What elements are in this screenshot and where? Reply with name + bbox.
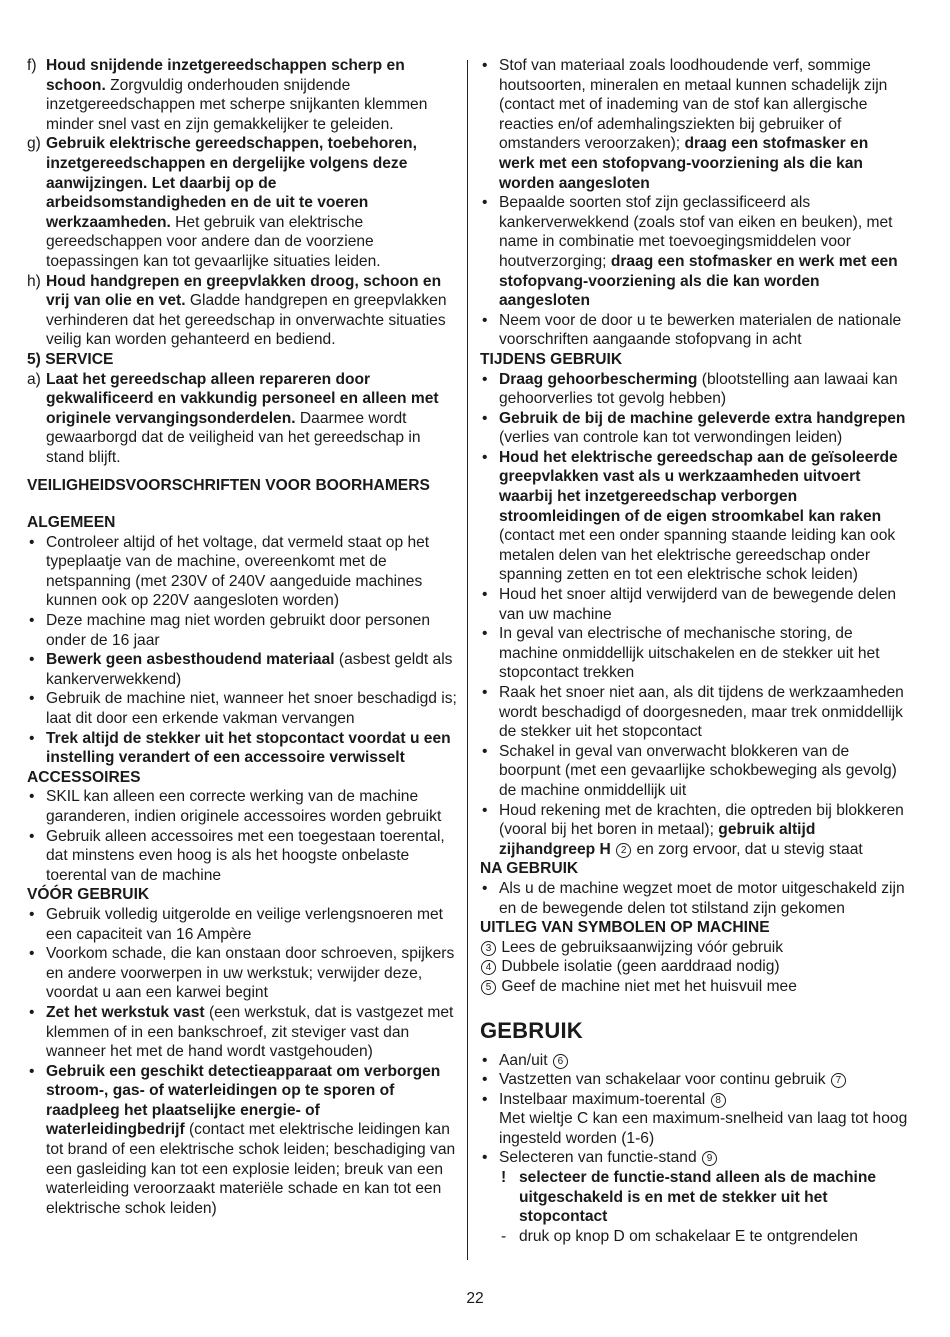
circled-number-8: 8 xyxy=(711,1093,726,1108)
left-column xyxy=(27,56,457,1218)
list-item: • In geval van electrische of mechanische storing, de machine onmiddellijk uitschakelen en de stekker uit het stopcontact trekken xyxy=(482,625,880,682)
circled-number-9: 9 xyxy=(702,1151,717,1166)
warning-note: ! selecteer de functie-stand alleen als de machine uitgeschakeld is en met de stekker uit het stopcontact xyxy=(501,1169,877,1226)
circled-number-6: 6 xyxy=(553,1054,568,1069)
list-item: • Deze machine mag niet worden gebruikt door personen onder de 16 jaar xyxy=(29,612,431,649)
list-item: • Bepaalde soorten stof zijn geclassificeerd als kankerverwekkend (zoals stof van eiken en beuken), met name in combinatie met toevoegingsmiddelen voor houtverzorging; draag een stofmasker en werk met een stofopvang-voorziening als die kan worden aangesloten xyxy=(482,194,898,310)
circled-number-5: 5 xyxy=(481,980,496,995)
list-item: • Bewerk geen asbesthoudend materiaal (asbest geldt als kankerverwekkend) xyxy=(29,651,453,688)
list-item: • Draag gehoorbescherming (blootstelling aan lawaai kan gehoorverlies tot gevolg hebben) xyxy=(482,370,898,408)
item-h: h) Houd handgrepen en greepvlakken droog, schoon en vrij van olie en vet. Gladde handgrepen en greepvlakken verhinderen dat het gereedschap in onverwachte situaties veilig kan worden gehanteerd en bediend. xyxy=(27,272,447,349)
right-column xyxy=(480,56,908,1246)
dash-item: - druk op knop D om schakelaar E te ontgrendelen xyxy=(501,1227,858,1245)
list-item: • Houd het snoer altijd verwijderd van de bewegende delen van uw machine xyxy=(482,586,897,623)
list-item: • Controleer altijd of het voltage, dat vermeld staat op het typeplaatje van de machine, overeenkomt met de netspanning (met 230V of 240V aangeduide machines kunnen ook op 220V aangesloten worden) xyxy=(29,533,430,610)
list-item: • Schakel in geval van onverwacht blokkeren van de boorpunt (met een gevaarlijke schokbeweging als gevolg) de machine onmiddellijk uit xyxy=(482,742,897,799)
service-heading: 5) SERVICE xyxy=(27,350,114,368)
algemeen-heading: ALGEMEEN xyxy=(27,514,116,532)
item-f: f) Houd snijdende inzetgereedschappen scherp en schoon. Zorgvuldig onderhouden snijdende inzetgereedschappen met scherpe snijkanten klemmen minder snel vast en zijn gemakkelijker te geleiden. xyxy=(27,57,428,133)
list-item: • SKIL kan alleen een correcte werking van de machine garanderen, indien originele accessoires worden gebruikt xyxy=(29,788,442,825)
list-item: • Gebruik de machine niet, wanneer het snoer beschadigd is; laat dit door een erkende vakman vervangen xyxy=(29,690,457,727)
page-number: 22 xyxy=(466,1290,484,1307)
safety-heading: VEILIGHEIDSVOORSCHRIFTEN VOOR BOORHAMERS xyxy=(27,477,430,495)
list-item: • Gebruik de bij de machine geleverde extra handgrepen (verlies van controle kan tot verwondingen leiden) xyxy=(482,409,906,447)
list-item: • Neem voor de door u te bewerken materialen de nationale voorschriften aangaande stofopvang in acht xyxy=(482,311,902,349)
gebruik-title: GEBRUIK xyxy=(480,1017,583,1043)
list-item: • Gebruik volledig uitgerolde en veilige verlengsnoeren met een capaciteit van 16 Ampère xyxy=(29,905,444,943)
column-divider xyxy=(467,60,468,1260)
list-item: • Vastzetten van schakelaar voor continu gebruik 7 xyxy=(480,1070,908,1090)
uitleg-symbolen-heading: UITLEG VAN SYMBOLEN OP MACHINE xyxy=(480,919,770,937)
exclamation-icon: ! xyxy=(501,1169,507,1187)
accessoires-heading: ACCESSOIRES xyxy=(27,768,141,786)
item-a: a) Laat het gereedschap alleen repareren door gekwalificeerd en vakkundig personeel en alleen met originele vervangingsonderdelen. Daarmee wordt gewaarborgd dat de veiligheid van het gereedschap in stand blijft. xyxy=(27,370,439,466)
circled-number-3: 3 xyxy=(481,941,496,956)
item-g: g) Gebruik elektrische gereedschappen, toebehoren, inzetgereedschappen en dergelijke volgens deze aanwijzingen. Let daarbij op de arbeidsomstandigheden en de uit te voeren werkzaamheden. Het gebruik van elektrische gereedschappen voor andere dan de voorziene toepassingen kan tot gevaarlijke situaties leiden. xyxy=(27,135,417,270)
symbol-item: 4 Dubbele isolatie (geen aarddraad nodig) xyxy=(480,957,908,977)
list-item: • Zet het werkstuk vast (een werkstuk, dat is vastgezet met klemmen of in een bankschroef, zit steviger vast dan wanneer het met de hand wordt vastgehouden) xyxy=(29,1003,454,1061)
list-item: • Stof van materiaal zoals loodhoudende verf, sommige houtsoorten, mineralen en metaal kunnen schadelijk zijn (contact met of inademing van de stof kan allergische reacties en/of ademhalingsziekten bij gebruiker of omstanders veroorzaken); draag een stofmasker en werk met een stofopvang-voorziening als die kan worden aangesloten xyxy=(482,57,888,192)
circled-number-2: 2 xyxy=(616,843,631,858)
list-item: • Gebruik alleen accessoires met een toegestaan toerental, dat minstens even hoog is als het hoogste onbelaste toerental van de machine xyxy=(29,827,445,884)
list-item-detail: Met wieltje C kan een maximum-snelheid van laag tot hoog ingesteld worden (1-6) xyxy=(499,1110,908,1147)
tijdens-gebruik-heading: TIJDENS GEBRUIK xyxy=(480,350,623,368)
symbol-item: 5 Geef de machine niet met het huisvuil mee xyxy=(480,977,908,997)
list-item: • Gebruik een geschikt detectieapparaat om verborgen stroom-, gas- of waterleidingen op te sporen of raadpleeg het plaatselijke energie- of waterleidingbedrijf (contact met elektrische leidingen kan tot brand of een elektrische schok leiden; beschadiging van een gasleiding kan tot een explosie leiden; breuk van een waterleiding veroorzaakt materiële schade en kan tot een elektrische schok leiden) xyxy=(29,1062,456,1217)
list-item: • Als u de machine wegzet moet de motor uitgeschakeld zijn en de bewegende delen tot stilstand zijn gekomen xyxy=(482,879,905,917)
list-item: • Trek altijd de stekker uit het stopcontact voordat u een instelling verandert of een accessoire verwisselt xyxy=(29,729,451,767)
symbol-item: 3 Lees de gebruiksaanwijzing vóór gebruik xyxy=(480,938,908,958)
list-item: • Houd rekening met de krachten, die optreden bij blokkeren (vooral bij het boren in metaal); gebruik altijd zijhandgreep H 2 en zorg ervoor, dat u stevig staat xyxy=(482,801,904,858)
circled-number-7: 7 xyxy=(831,1073,846,1088)
na-gebruik-heading: NA GEBRUIK xyxy=(480,860,579,878)
circled-number-4: 4 xyxy=(481,960,496,975)
voor-gebruik-heading: VÓÓR GEBRUIK xyxy=(27,886,150,904)
list-item: • Raak het snoer niet aan, als dit tijdens de werkzaamheden wordt beschadigd of doorgesneden, maar trek onmiddellijk de stekker uit het stopcontact xyxy=(482,684,904,741)
list-item: • Instelbaar maximum-toerental 8 xyxy=(480,1090,908,1110)
list-item: • Selecteren van functie-stand 9 xyxy=(480,1148,908,1168)
list-item: • Aan/uit 6 xyxy=(480,1051,908,1071)
list-item: • Houd het elektrische gereedschap aan de geïsoleerde greepvlakken vast als u werkzaamheden uitvoert waarbij het inzetgereedschap verborgen stroomleidingen of de eigen stroomkabel kan raken (contact met een onder spanning staande leiding kan ook metalen delen van het elektrische gereedschap onder spanning zetten en tot een elektrische schok leiden) xyxy=(482,448,898,584)
list-item: • Voorkom schade, die kan onstaan door schroeven, spijkers en andere voorwerpen in uw werkstuk; verwijder deze, voordat u aan een karwei begint xyxy=(29,945,455,1002)
